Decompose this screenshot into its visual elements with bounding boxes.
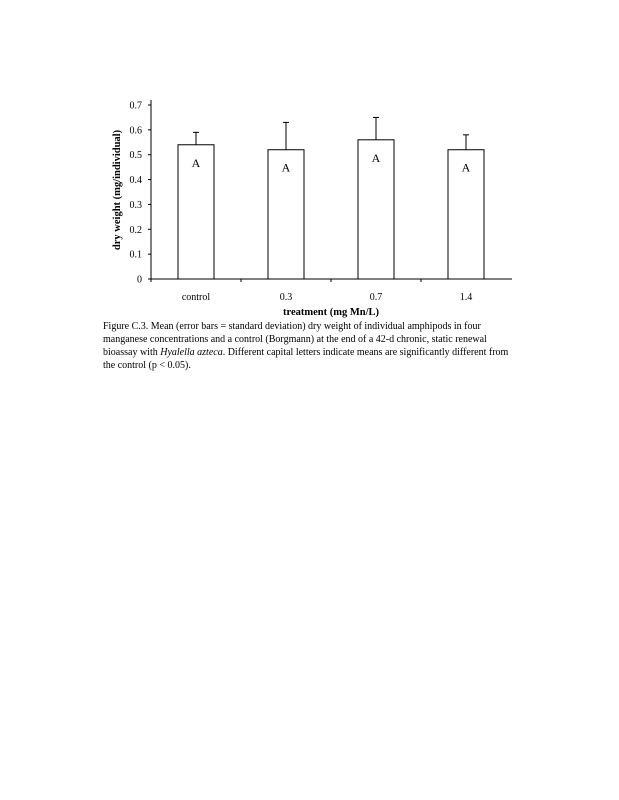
caption-label: Figure C.3. (103, 321, 149, 332)
significance-letters (192, 151, 471, 175)
significance-letter: A (281, 160, 291, 175)
caption-text: Mean (error bars = standard deviation) dry weight of individual amphipods in four manganese concentrations and a control (Borgmann) at the end of a 42-d chronic, static renewal bioassay with (103, 321, 487, 358)
significance-letter: A (461, 160, 471, 175)
y-tick-label: 0.3 (129, 199, 142, 211)
x-category-label: 1.4 (459, 292, 473, 303)
significance-letter: A (191, 155, 201, 170)
y-tick-label: 0.2 (129, 224, 142, 236)
y-tick-label: 0.1 (129, 249, 142, 261)
x-category-label: 0.7 (369, 292, 383, 303)
y-tick-label: 0 (137, 274, 142, 286)
y-tick-label: 0.5 (129, 150, 142, 162)
x-category-label: 0.3 (279, 292, 293, 303)
caption-species: Hyalella azteca (160, 347, 223, 358)
x-category-label: control (181, 292, 211, 303)
bar-chart (0, 0, 619, 320)
y-tick-label: 0.6 (129, 125, 142, 137)
figure-caption (103, 320, 523, 372)
y-tick-label: 0.7 (129, 100, 142, 112)
y-tick-label: 0.4 (129, 175, 142, 187)
x-axis-title: treatment (mg Mn/L) (282, 307, 380, 318)
bars (178, 140, 484, 279)
y-axis-title: dry weight (mg/individual) (112, 129, 123, 251)
caption-text-end: . Different capital letters indicate means are significantly different from the control (p < 0.05). (103, 347, 509, 371)
significance-letter: A (371, 150, 381, 165)
x-axis-labels (151, 279, 472, 303)
error-bars (193, 117, 469, 149)
y-axis-ticks (130, 101, 152, 286)
